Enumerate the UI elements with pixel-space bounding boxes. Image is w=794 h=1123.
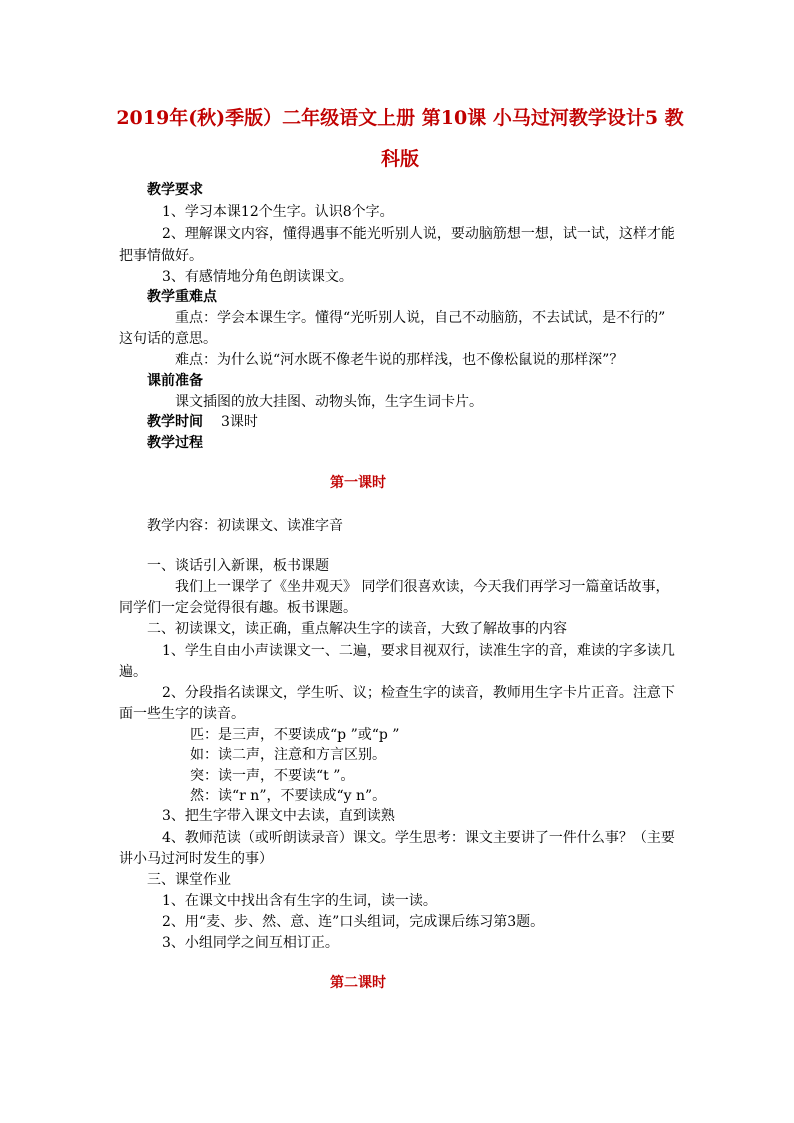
document-title-line-1: 2019年(秋)季版）二年级语文上册 第10课 小马过河教学设计5 教 (116, 107, 684, 129)
preparation-text: 课文插图的放大挂图、动物头饰，生字生词卡片。 (175, 394, 483, 410)
section-heading-preparation: 课前准备 (147, 373, 203, 389)
section-heading-process: 教学过程 (147, 435, 203, 451)
lesson-1-line: 同学们一定会觉得很有趣。板书课题。 (119, 600, 357, 616)
lesson-1-line: 3、小组同学之间互相订正。 (162, 935, 339, 951)
lesson-1-line: 三、课堂作业 (147, 872, 231, 888)
section-heading-requirements: 教学要求 (147, 182, 203, 198)
key-point-line: 重点：学会本课生字。懂得“光听别人说，自己不动脑筋，不去试试，是不行的” (175, 310, 666, 326)
lesson-1-line: 一、谈话引入新课，板书课题 (147, 558, 329, 574)
lesson-1-line: 我们上一课学了《坐井观天》 同学们很喜欢读，今天我们再学习一篇童话故事， (175, 579, 670, 595)
lesson-1-line: 4、教师范读（或听朗读录音）课文。学生思考：课文主要讲了一件什么事？（主要 (162, 830, 675, 846)
lesson-1-line: 3、把生字带入课文中去读，直到读熟 (162, 808, 395, 824)
pronunciation-note: 然：读“r n”，不要读成“y n”。 (190, 788, 387, 804)
document-title-line-2: 科版 (380, 148, 419, 170)
pronunciation-note: 突：读一声，不要读“t ”。 (190, 768, 355, 784)
pronunciation-note: 匹：是三声，不要读成“p ”或“p ” (190, 727, 400, 743)
lesson-1-line: 2、用“麦、步、然、意、连”口头组词，完成课后练习第3题。 (162, 914, 545, 930)
key-point-line-continued: 这句话的意思。 (119, 331, 217, 347)
time-value: 3课时 (221, 414, 258, 430)
section-heading-key-points: 教学重难点 (147, 289, 217, 305)
requirement-item: 1、学习本课12个生字。认识8个字。 (162, 204, 394, 220)
lesson-1-heading: 第一课时 (330, 475, 386, 491)
lesson-1-content: 教学内容：初读课文、读准字音 (147, 518, 343, 534)
lesson-1-line: 2、分段指名读课文，学生听、议；检查生字的读音，教师用生字卡片正音。注意下 (162, 685, 675, 701)
lesson-1-line: 面一些生字的读音。 (119, 706, 245, 722)
requirement-item-continued: 把事情做好。 (119, 248, 203, 264)
difficult-point-line: 难点：为什么说“河水既不像老牛说的那样浅，也不像松鼠说的那样深”？ (175, 352, 624, 368)
time-label: 教学时间 (147, 414, 203, 430)
lesson-1-line: 1、在课文中找出含有生字的生词，读一读。 (162, 893, 437, 909)
lesson-1-line: 1、学生自由小声读课文一、二遍，要求目视双行，读准生字的音，难读的字多读几 (162, 643, 675, 659)
pronunciation-note: 如：读二声，注意和方言区别。 (190, 747, 386, 763)
section-heading-time (147, 412, 258, 432)
requirement-item: 3、有感情地分角色朗读课文。 (162, 269, 353, 285)
lesson-1-line: 二、初读课文，读正确，重点解决生字的读音，大致了解故事的内容 (147, 621, 567, 637)
requirement-item: 2、理解课文内容，懂得遇事不能光听别人说，要动脑筋想一想，试一试，这样才能 (162, 226, 675, 242)
lesson-2-heading: 第二课时 (330, 975, 386, 991)
lesson-1-line: 讲小马过河时发生的事） (119, 851, 273, 867)
lesson-1-line: 遍。 (119, 664, 147, 680)
